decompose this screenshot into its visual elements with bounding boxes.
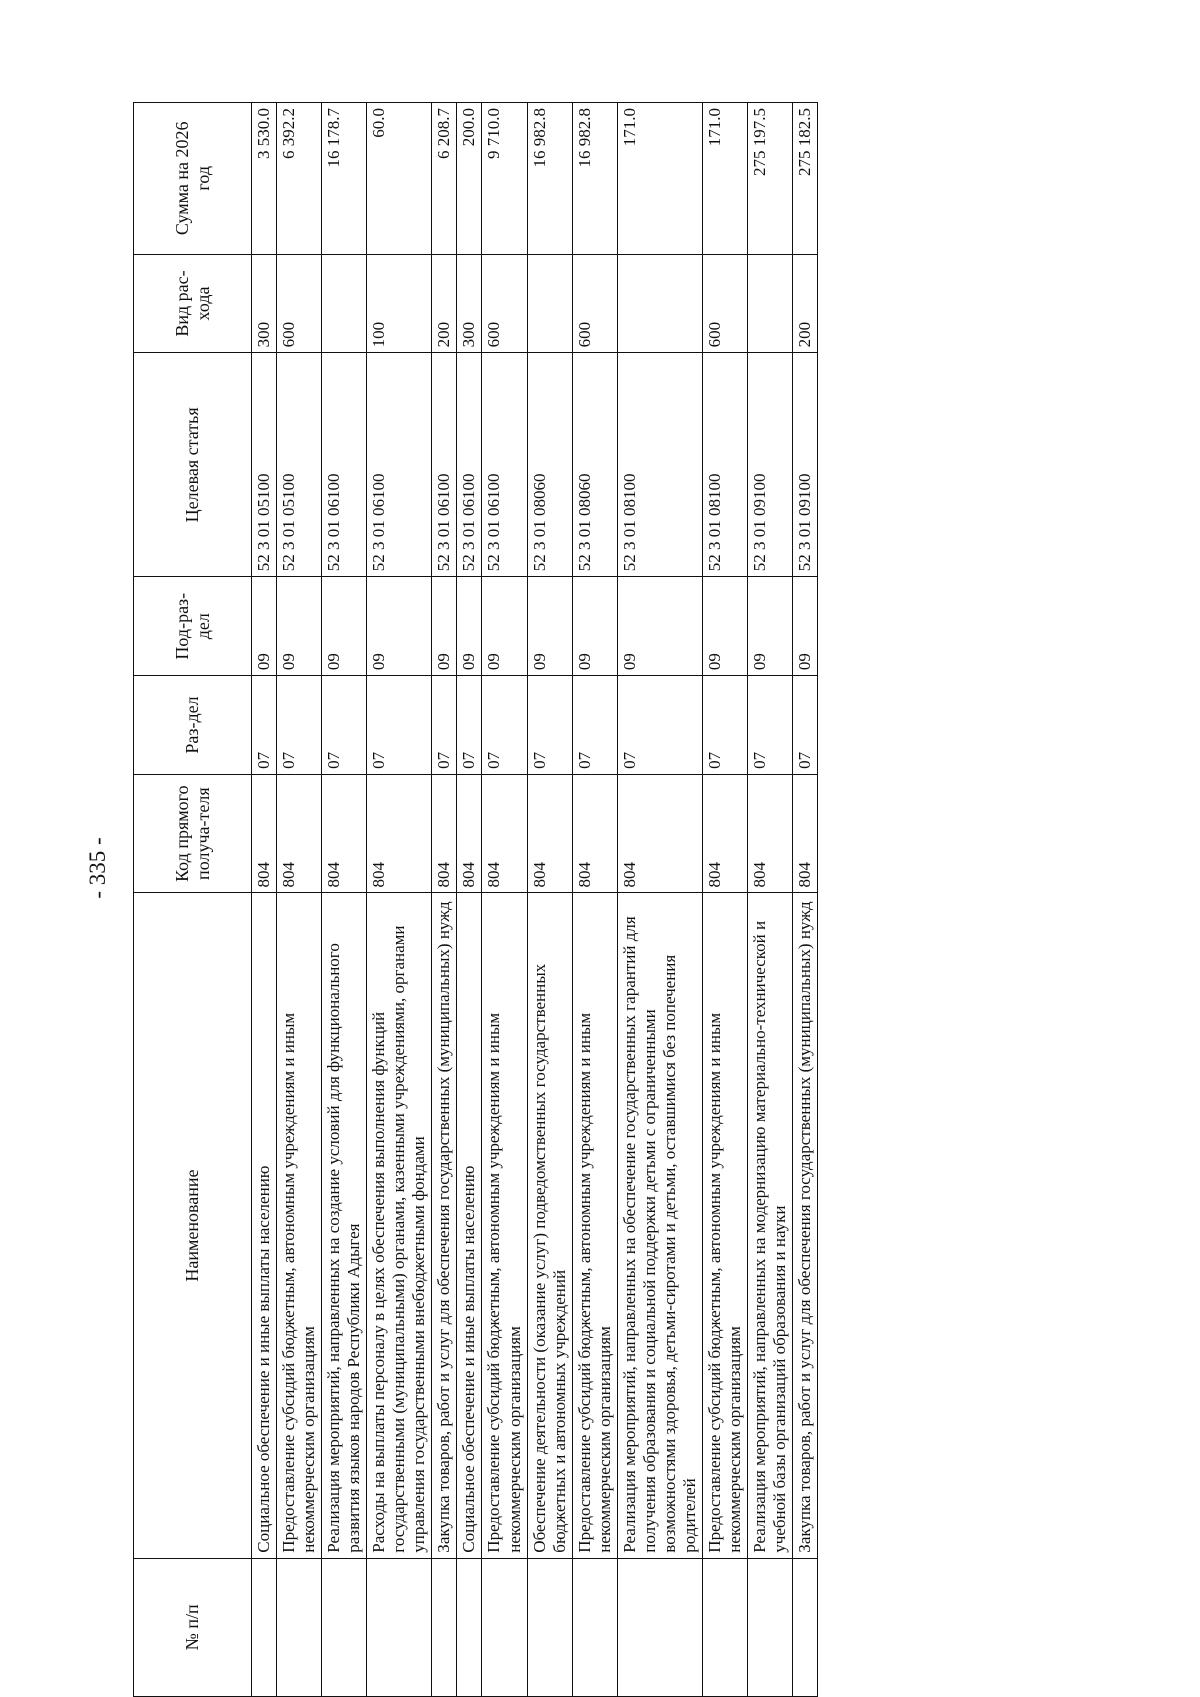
rotated-table-inner xyxy=(133,102,1063,1697)
table-row xyxy=(277,103,322,1697)
cell-amount: 6 208.7 xyxy=(432,103,457,255)
cell-expense xyxy=(322,254,367,353)
cell-recipient: 804 xyxy=(702,774,747,893)
cell-target: 52 3 01 05100 xyxy=(277,353,322,577)
cell-recipient: 804 xyxy=(277,774,322,893)
cell-expense: 200 xyxy=(432,254,457,353)
cell-amount: 16 982.8 xyxy=(527,103,572,255)
cell-section: 07 xyxy=(322,676,367,775)
table-row xyxy=(572,103,617,1697)
cell-subsection: 09 xyxy=(432,577,457,676)
table-body xyxy=(252,103,818,1697)
cell-name: Предоставление субсидий бюджетным, автономным учреждениям и иным некоммерческим организациям xyxy=(482,893,527,1558)
cell-name: Закупка товаров, работ и услуг для обеспечения государственных (муниципальных) нужд xyxy=(432,893,457,1558)
cell-section: 07 xyxy=(702,676,747,775)
cell-subsection: 09 xyxy=(702,577,747,676)
table-row xyxy=(702,103,747,1697)
rotated-table-container xyxy=(133,102,1063,1697)
cell-expense: 600 xyxy=(482,254,527,353)
cell-index xyxy=(527,1558,572,1696)
cell-recipient: 804 xyxy=(432,774,457,893)
cell-target: 52 3 01 06100 xyxy=(432,353,457,577)
cell-recipient: 804 xyxy=(367,774,432,893)
cell-recipient: 804 xyxy=(457,774,482,893)
cell-section: 07 xyxy=(252,676,277,775)
cell-name: Социальное обеспечение и иные выплаты населению xyxy=(457,893,482,1558)
cell-index xyxy=(748,1558,793,1696)
cell-index xyxy=(482,1558,527,1696)
cell-section: 07 xyxy=(527,676,572,775)
table-header-row xyxy=(134,103,252,1697)
cell-subsection: 09 xyxy=(252,577,277,676)
cell-expense: 100 xyxy=(367,254,432,353)
cell-index xyxy=(367,1558,432,1696)
cell-subsection: 09 xyxy=(617,577,702,676)
cell-section: 07 xyxy=(432,676,457,775)
cell-name: Реализация мероприятий, направленных на обеспечение государственных гарантий для получения образования и социальной поддержки детьми с ограниченными возможностями здоровья, детьми-сиротами и детьми, оставшимися без попечения родителей xyxy=(617,893,702,1558)
cell-index xyxy=(252,1558,277,1696)
cell-subsection: 09 xyxy=(748,577,793,676)
cell-name: Реализация мероприятий, направленных на создание условий для функционального развития языков народов Республики Адыгея xyxy=(322,893,367,1558)
table-row xyxy=(527,103,572,1697)
cell-expense: 600 xyxy=(572,254,617,353)
cell-target: 52 3 01 09100 xyxy=(793,353,818,577)
table-row xyxy=(367,103,432,1697)
cell-expense: 600 xyxy=(702,254,747,353)
header-amount: Сумма на 2026 год xyxy=(134,103,252,255)
cell-subsection: 09 xyxy=(367,577,432,676)
cell-target: 52 3 01 06100 xyxy=(457,353,482,577)
header-recipient: Код прямого получа-теля xyxy=(134,774,252,893)
cell-recipient: 804 xyxy=(572,774,617,893)
cell-subsection: 09 xyxy=(322,577,367,676)
header-target: Целевая статья xyxy=(134,353,252,577)
header-subsection: Под-раз-дел xyxy=(134,577,252,676)
table-row xyxy=(252,103,277,1697)
cell-amount: 200.0 xyxy=(457,103,482,255)
cell-index xyxy=(277,1558,322,1696)
cell-amount: 275 197.5 xyxy=(748,103,793,255)
cell-amount: 275 182.5 xyxy=(793,103,818,255)
cell-section: 07 xyxy=(793,676,818,775)
cell-amount: 16 178.7 xyxy=(322,103,367,255)
cell-target: 52 3 01 08060 xyxy=(527,353,572,577)
page-number: - 335 - xyxy=(85,837,110,899)
cell-recipient: 804 xyxy=(748,774,793,893)
cell-amount: 171.0 xyxy=(702,103,747,255)
cell-index xyxy=(432,1558,457,1696)
cell-index xyxy=(572,1558,617,1696)
cell-expense: 600 xyxy=(277,254,322,353)
cell-section: 07 xyxy=(367,676,432,775)
cell-recipient: 804 xyxy=(793,774,818,893)
cell-subsection: 09 xyxy=(457,577,482,676)
cell-section: 07 xyxy=(457,676,482,775)
cell-target: 52 3 01 08100 xyxy=(702,353,747,577)
cell-section: 07 xyxy=(277,676,322,775)
cell-name: Закупка товаров, работ и услуг для обеспечения государственных (муниципальных) нужд xyxy=(793,893,818,1558)
cell-expense xyxy=(617,254,702,353)
cell-recipient: 804 xyxy=(617,774,702,893)
cell-section: 07 xyxy=(572,676,617,775)
cell-section: 07 xyxy=(617,676,702,775)
cell-name: Предоставление субсидий бюджетным, автономным учреждениям и иным некоммерческим организациям xyxy=(702,893,747,1558)
cell-target: 52 3 01 06100 xyxy=(482,353,527,577)
table-row xyxy=(322,103,367,1697)
cell-subsection: 09 xyxy=(793,577,818,676)
cell-index xyxy=(793,1558,818,1696)
cell-subsection: 09 xyxy=(482,577,527,676)
cell-subsection: 09 xyxy=(572,577,617,676)
cell-recipient: 804 xyxy=(252,774,277,893)
cell-amount: 16 982.8 xyxy=(572,103,617,255)
cell-name: Расходы на выплаты персоналу в целях обеспечения выполнения функций государственными (муниципальными) органами, казенными учреждениями, органами управления государственными внебюджетными фондами xyxy=(367,893,432,1558)
table-row xyxy=(457,103,482,1697)
table-row xyxy=(482,103,527,1697)
cell-target: 52 3 01 06100 xyxy=(322,353,367,577)
cell-name: Предоставление субсидий бюджетным, автономным учреждениям и иным некоммерческим организациям xyxy=(277,893,322,1558)
cell-name: Обеспечение деятельности (оказание услуг) подведомственных государственных бюджетных и автономных учреждений xyxy=(527,893,572,1558)
header-index: № п/п xyxy=(134,1558,252,1696)
cell-section: 07 xyxy=(482,676,527,775)
table-row xyxy=(748,103,793,1697)
cell-name: Социальное обеспечение и иные выплаты населению xyxy=(252,893,277,1558)
cell-target: 52 3 01 09100 xyxy=(748,353,793,577)
cell-name: Реализация мероприятий, направленных на модернизацию материально-технической и учебной базы организаций образования и науки xyxy=(748,893,793,1558)
table-row xyxy=(432,103,457,1697)
cell-index xyxy=(617,1558,702,1696)
cell-subsection: 09 xyxy=(527,577,572,676)
cell-expense: 300 xyxy=(252,254,277,353)
cell-subsection: 09 xyxy=(277,577,322,676)
cell-amount: 171.0 xyxy=(617,103,702,255)
cell-expense: 200 xyxy=(793,254,818,353)
table-row xyxy=(617,103,702,1697)
cell-amount: 3 530.0 xyxy=(252,103,277,255)
cell-recipient: 804 xyxy=(527,774,572,893)
cell-expense xyxy=(748,254,793,353)
cell-recipient: 804 xyxy=(482,774,527,893)
cell-amount: 6 392.2 xyxy=(277,103,322,255)
header-section: Раз-дел xyxy=(134,676,252,775)
cell-target: 52 3 01 05100 xyxy=(252,353,277,577)
cell-target: 52 3 01 08060 xyxy=(572,353,617,577)
cell-index xyxy=(322,1558,367,1696)
table-row xyxy=(793,103,818,1697)
header-expense: Вид рас-хода xyxy=(134,254,252,353)
cell-expense: 300 xyxy=(457,254,482,353)
cell-index xyxy=(457,1558,482,1696)
cell-section: 07 xyxy=(748,676,793,775)
cell-name: Предоставление субсидий бюджетным, автономным учреждениям и иным некоммерческим организациям xyxy=(572,893,617,1558)
header-name: Наименование xyxy=(134,893,252,1558)
cell-expense xyxy=(527,254,572,353)
cell-index xyxy=(702,1558,747,1696)
budget-table xyxy=(133,102,818,1697)
cell-target: 52 3 01 08100 xyxy=(617,353,702,577)
cell-recipient: 804 xyxy=(322,774,367,893)
cell-amount: 9 710.0 xyxy=(482,103,527,255)
cell-target: 52 3 01 06100 xyxy=(367,353,432,577)
cell-amount: 60.0 xyxy=(367,103,432,255)
